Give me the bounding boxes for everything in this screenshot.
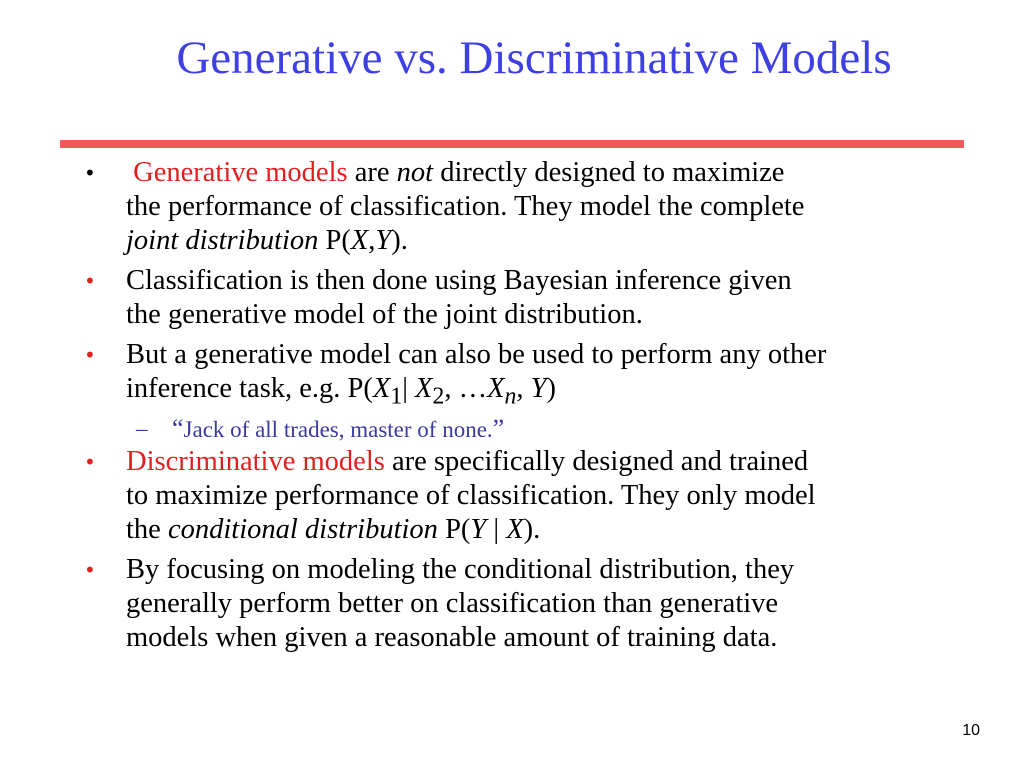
bullet-line <box>126 372 976 414</box>
bullet-marker: • <box>84 269 96 293</box>
sub-bullet-dash: – <box>136 415 148 441</box>
bullet-line <box>126 513 976 547</box>
term-discriminative-models: Discriminative models <box>126 445 385 477</box>
text-span: the <box>126 513 168 545</box>
subscript: n <box>504 383 517 410</box>
open-quote: “ <box>172 413 184 443</box>
bullet-line: the generative model of the joint distribution. <box>126 299 643 330</box>
bullet-list <box>0 156 1024 655</box>
quote-text: Jack of all trades, master of none. <box>183 416 493 442</box>
bullet-marker: • <box>84 557 96 582</box>
var-x: X <box>487 373 505 404</box>
term-generative-models: Generative models <box>133 157 348 188</box>
bullet-line: By focusing on modeling the conditional distribution, they <box>126 553 795 585</box>
var-y: Y <box>530 373 547 404</box>
var-x: X <box>506 513 524 545</box>
text-span: directly designed to maximize <box>433 157 785 188</box>
bullet-line <box>126 190 976 224</box>
var-x: X <box>372 373 391 404</box>
bullet-marker: • <box>84 449 96 474</box>
var-x: X <box>415 373 433 404</box>
bullet-marker: • <box>84 343 96 367</box>
text-span: , … <box>444 373 488 404</box>
term-conditional-distribution: conditional distribution <box>167 513 438 545</box>
bullet-line: Classification is then done using Bayesian inference given <box>126 265 792 296</box>
sub-bullet-jack-of-all-trades <box>0 414 1024 445</box>
emphasis-not: not <box>396 157 434 188</box>
text-span: P( <box>318 225 351 256</box>
bullet-discriminative-models <box>0 445 976 547</box>
bullet-line <box>126 156 976 190</box>
slide-title: Generative vs. Discriminative Models <box>176 32 892 84</box>
text-span: P( <box>437 513 471 545</box>
text-span: ). <box>391 225 408 256</box>
title-divider <box>60 140 964 148</box>
text-span: | <box>486 513 507 545</box>
close-quote: ” <box>492 413 505 443</box>
var-y: Y <box>470 513 487 545</box>
bullet-line <box>126 224 976 258</box>
text-span: the performance of classification. They model the complete <box>126 191 805 222</box>
text-span: , <box>516 373 531 404</box>
subscript: 1 <box>390 383 403 410</box>
term-joint-distribution: joint distribution <box>126 225 319 256</box>
subscript: 2 <box>432 383 445 410</box>
bullet-marker: • <box>84 161 96 185</box>
bullet-line: to maximize performance of classification. They only model <box>126 479 816 511</box>
bullet-bayesian-inference <box>0 264 976 332</box>
var-y: Y <box>375 225 392 256</box>
bullet-line <box>126 445 976 479</box>
text-span: ) <box>546 373 556 404</box>
var-x: X <box>350 225 369 256</box>
text-span: are <box>347 157 397 188</box>
bullet-conditional-benefit <box>0 553 976 655</box>
bullet-other-inference <box>0 338 976 414</box>
bullet-line: But a generative model can also be used to perform any other <box>126 339 827 370</box>
bullet-line: generally perform better on classification than generative <box>126 587 779 619</box>
text-span: , <box>368 225 376 256</box>
bullet-line: models when given a reasonable amount of training data. <box>126 621 778 653</box>
page-number: 10 <box>962 722 980 739</box>
text-span: ). <box>523 513 541 545</box>
text-span: | <box>402 373 416 404</box>
bullet-generative-models <box>0 156 976 258</box>
text-span: inference task, e.g. P( <box>126 373 373 404</box>
text-span: are specifically designed and trained <box>384 445 809 477</box>
